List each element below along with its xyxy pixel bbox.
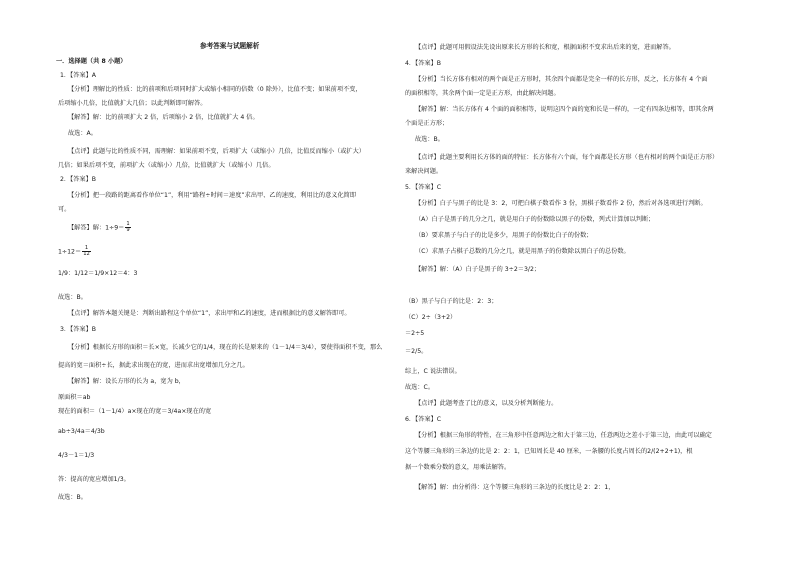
fraction xyxy=(82,246,91,257)
text-line: 后项缩小几倍，比值就扩大几倍；以此判断即可解答。 xyxy=(58,100,207,107)
text-line: 来解决问题。 xyxy=(405,168,443,175)
text-line: 【点评】此题主要利用长方体的面的特征：长方体有六个面，每个面都是长方形（也有相对的两个面是正方形） xyxy=(415,154,719,161)
fraction-denominator: 9 xyxy=(126,227,130,233)
text-line: （C）求黑子占棋子总数的几分之几，就是用黑子的份数除以黑白子的总份数。 xyxy=(415,248,630,255)
text-line: 4．【答案】B xyxy=(405,60,442,67)
text-line: 4/3－1＝1/3 xyxy=(58,452,95,459)
text-line: （B）要求黑子与白子的比是多少，用黑子的份数比白子的份数； xyxy=(415,232,593,239)
text-line: 【点评】此题可用假设法先设出原来长方形的长和宽，根据面积不变求出后来的宽，进而解答。 xyxy=(415,44,675,51)
text-line: 【解答】解：1÷9＝ $\frac{1}{9}$ xyxy=(68,221,130,233)
text-line: 答：提高的宽应增加1/3。 xyxy=(58,476,130,483)
fraction-numerator: 1 xyxy=(126,221,130,227)
text-line: 1．【答案】A xyxy=(60,72,97,79)
text-line: 故选：B。 xyxy=(58,494,87,501)
text-line: 的面积相等，其余两个面一定是正方形，由此解决问题。 xyxy=(405,90,560,97)
text-line: 3．【答案】B xyxy=(60,326,97,333)
text-line: 【分析】根据三角形的特性，在三角形中任意两边之和大于第三边，任意两边之差小于第三边，由此可以确定 xyxy=(415,432,712,439)
text-line: 提高的宽＝面积÷长，据此求出现在的宽，进而求出宽增加几分之几。 xyxy=(58,362,249,369)
text-line: 故选：B。 xyxy=(415,136,444,143)
text-line: （A）白子是黑子的几分之几，就是用白子的份数除以黑子的份数，列式计算加以判断； xyxy=(415,216,655,223)
text-line: 6．【答案】C xyxy=(405,416,442,423)
text-line: 【分析】白子与黑子的比是 3：2，可把白棋子数看作 3 份，黑棋子数看作 2 份，然后对各选项进行判断。 xyxy=(415,200,707,207)
text-line: （C）2÷（3+2） xyxy=(405,314,457,321)
text-line: 故选：B。 xyxy=(58,294,87,301)
text-line: 【解答】解：当长方体有 4 个面的面积相等，说明这四个面的宽和长是一样的，一定有四条边相等，即其余两 xyxy=(415,106,714,113)
text-line: 【分析】把一段路的距离看作单位“1”，利用“路程÷时间＝速度”求出甲、乙的速度，利用比的意义化简即 xyxy=(68,192,357,199)
text-line: 【点评】此题与比的性质不同，需理解：如果前项不变，后项扩大（或缩小）几倍，比值反而缩小（或扩大） xyxy=(68,148,365,155)
text-line: 故选：A。 xyxy=(68,130,97,137)
text-line: 这个等腰三角形的三条边的比是 2：2：1，已知周长是 40 厘米，一条腰的长度占周长的2/(2+2+1)，根 xyxy=(405,448,693,455)
text-line: 【解答】解：由分析得：这个等腰三角形的三条边的长度比是 2：2：1， xyxy=(415,484,615,491)
text-line: 个面是正方形； xyxy=(405,120,449,127)
text-line: 【分析】当长方体有相对的两个面是正方形时，其余四个面都是完全一样的长方形，反之，长方体有 4 个面 xyxy=(415,76,708,83)
text-line: 原面积＝ab xyxy=(58,394,91,401)
text-line: 1/9：1/12＝1/9×12＝4：3 xyxy=(58,270,138,277)
text-line: 综上，C 说法错误。 xyxy=(405,368,461,375)
text-line: 故选：C。 xyxy=(405,384,435,391)
text-line: 【分析】理解比的性质：比的前项和后项同时扩大或缩小相同的倍数（0 除外），比值不变；如果前项不变， xyxy=(68,86,362,93)
text-line: 【点评】此题考查了比的意义，以及分析判断能力。 xyxy=(415,400,558,407)
text-line: ab÷3/4a＝4/3b xyxy=(58,428,105,435)
text-line: 一．选择题（共 8 小题） xyxy=(56,58,127,65)
text-line: 1÷12＝ $\frac{1}{12}$ xyxy=(58,245,90,257)
text-line: 【解答】解：设长方形的长为 a，宽为 b， xyxy=(68,378,185,385)
text-line: 现在的面积＝（1－1/4）a×现在的宽＝3/4a×现在的宽 xyxy=(58,408,212,415)
text-line: 【分析】根据长方形的面积＝长×宽，长减少它的1/4，现在的长是原来的（1－1/4＝3/4），要使得面积不变，那么 xyxy=(68,344,383,351)
fraction-denominator: 12 xyxy=(83,251,90,257)
text-line: 5．【答案】C xyxy=(405,184,442,191)
text-line: 2．【答案】B xyxy=(60,176,97,183)
text-line: （B）黑子与白子的比是：2：3； xyxy=(405,298,498,305)
text-line: 几倍；如果后项不变，前项扩大（或缩小）几倍，比值就扩大（或缩小）几倍。 xyxy=(58,162,275,169)
text-line: 【点评】解答本题关键是：判断出路程这个单位“1”，求出甲和乙的速度，进而根据比的意义解答即可。 xyxy=(68,310,351,317)
fraction xyxy=(125,222,130,233)
text-line: ＝2÷5 xyxy=(405,330,425,337)
text-line: ＝2/5。 xyxy=(405,348,428,355)
page-title: 参考答案与试题解析 xyxy=(200,42,260,50)
text-line: 【解答】解：（A）白子是黑子的 3÷2＝3/2； xyxy=(415,266,541,273)
text-line: 据一个数乘分数的意义，用乘法解答。 xyxy=(405,464,511,471)
text-line: 可。 xyxy=(58,206,71,213)
text-line: 【解答】解：比的前项扩大 2 倍，后项缩小 2 倍，比值就扩大 4 倍。 xyxy=(68,114,259,121)
fraction-numerator: 1 xyxy=(82,246,91,252)
